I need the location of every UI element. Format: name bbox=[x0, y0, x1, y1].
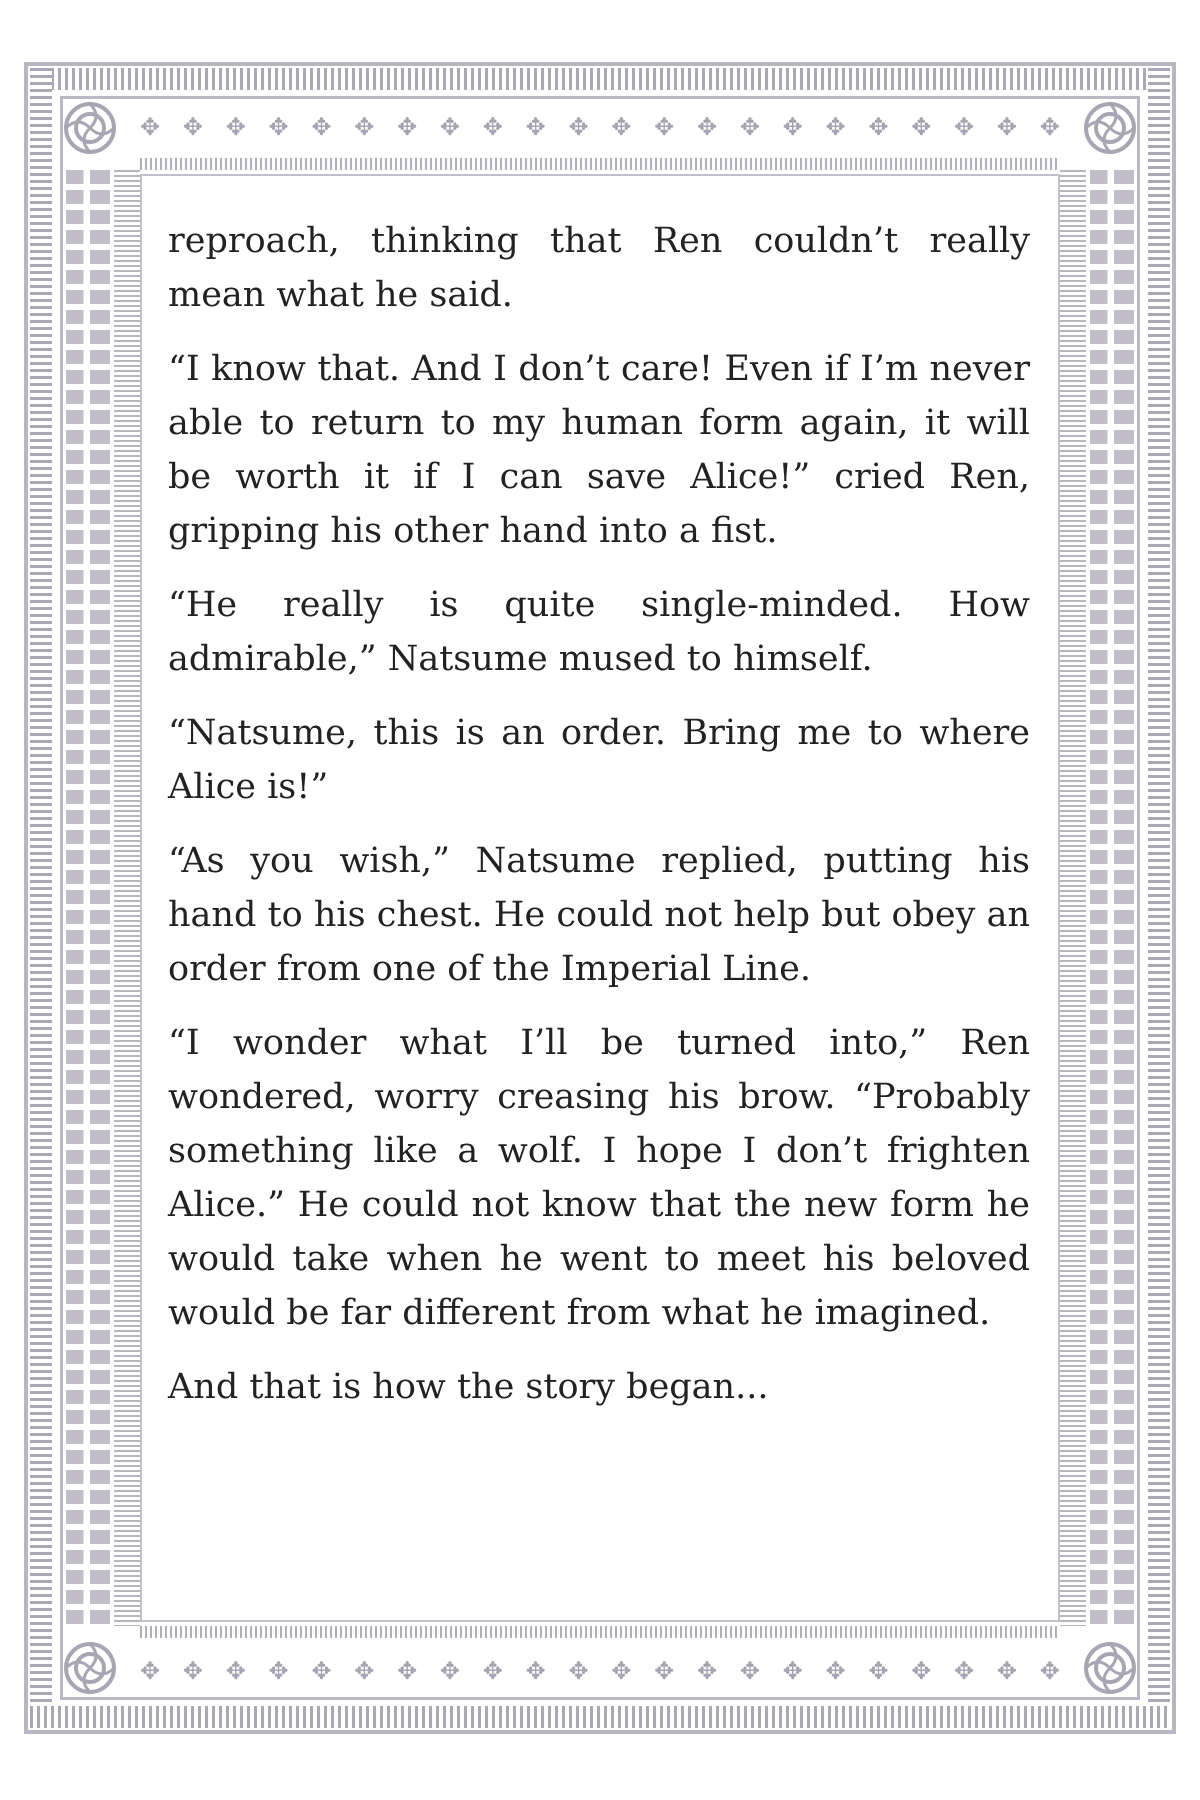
flower-icon: ✥ bbox=[954, 1657, 975, 1685]
flower-icon: ✥ bbox=[182, 113, 203, 141]
flower-icon: ✥ bbox=[397, 113, 418, 141]
swirl-rosette-icon bbox=[1082, 100, 1138, 156]
flower-icon: ✥ bbox=[739, 113, 760, 141]
left-chevron-ornament bbox=[66, 170, 110, 1626]
flower-icon: ✥ bbox=[911, 113, 932, 141]
flower-icon: ✥ bbox=[525, 1657, 546, 1685]
bottom-hatch-band bbox=[140, 1626, 1060, 1638]
flower-icon: ✥ bbox=[696, 113, 718, 141]
flower-icon: ✥ bbox=[782, 1657, 803, 1685]
bottom-comb-border bbox=[30, 1706, 1170, 1728]
paragraph: “As you wish,” Natsume replied, putting his hand to his chest. He could not help but obey an order from one of the Imperial Line. bbox=[168, 841, 1030, 989]
flower-icon: ✥ bbox=[739, 1657, 760, 1685]
flower-icon: ✥ bbox=[268, 113, 289, 141]
flower-icon: ✥ bbox=[482, 113, 503, 141]
flower-icon: ✥ bbox=[482, 1657, 503, 1685]
paragraph: “I know that. And I don’t care! Even if I’m never able to return to my human form again, it will be worth it if I can save Alice!” cried Ren, gripping his other hand into a fist. bbox=[168, 349, 1030, 551]
flower-icon: ✥ bbox=[140, 113, 161, 141]
flower-icon: ✥ bbox=[568, 1657, 589, 1685]
flower-icon: ✥ bbox=[954, 113, 975, 141]
paragraph: “He really is quite single-minded. How admirable,” Natsume mused to himself. bbox=[168, 585, 1030, 679]
flower-icon: ✥ bbox=[696, 1657, 718, 1685]
paragraph: “I wonder what I’ll be turned into,” Ren wondered, worry creasing his brow. “Probably something like a wolf. I hope I don’t frighten Alice.” He could not know that the new form he would take when he went to meet his beloved would be far different from what he imagined. bbox=[168, 1023, 1030, 1333]
flower-icon: ✥ bbox=[611, 113, 632, 141]
flower-icon: ✥ bbox=[525, 113, 546, 141]
left-comb-border bbox=[30, 68, 52, 1706]
left-stripe-band bbox=[114, 170, 140, 1626]
flower-icon: ✥ bbox=[611, 1657, 632, 1685]
swirl-rosette-icon bbox=[62, 100, 118, 156]
flower-icon: ✥ bbox=[825, 113, 846, 141]
flower-icon: ✥ bbox=[354, 1657, 375, 1685]
flower-icon: ✥ bbox=[439, 1657, 461, 1685]
flower-icon: ✥ bbox=[782, 113, 803, 141]
flower-icon: ✥ bbox=[996, 113, 1017, 141]
flower-icon: ✥ bbox=[225, 113, 246, 141]
flower-icon: ✥ bbox=[182, 1657, 203, 1685]
top-hatch-band bbox=[140, 158, 1060, 170]
flower-icon: ✥ bbox=[825, 1657, 846, 1685]
right-chevron-ornament bbox=[1090, 170, 1134, 1626]
swirl-rosette-icon bbox=[62, 1640, 118, 1696]
flower-icon: ✥ bbox=[568, 113, 589, 141]
flower-icon: ✥ bbox=[1039, 113, 1060, 141]
top-flower-ornament-row bbox=[140, 108, 1060, 146]
flower-icon: ✥ bbox=[996, 1657, 1017, 1685]
bottom-flower-ornament-row bbox=[140, 1652, 1060, 1690]
flower-icon: ✥ bbox=[140, 1657, 161, 1685]
flower-icon: ✥ bbox=[654, 113, 675, 141]
swirl-rosette-icon bbox=[1082, 1640, 1138, 1696]
right-stripe-band bbox=[1060, 170, 1086, 1626]
paragraph: And that is how the story began... bbox=[168, 1367, 769, 1407]
top-comb-border bbox=[30, 68, 1170, 90]
flower-icon: ✥ bbox=[225, 1657, 246, 1685]
flower-icon: ✥ bbox=[268, 1657, 289, 1685]
flower-icon: ✥ bbox=[1039, 1657, 1060, 1685]
flower-icon: ✥ bbox=[868, 1657, 889, 1685]
flower-icon: ✥ bbox=[397, 1657, 418, 1685]
paragraph: “Natsume, this is an order. Bring me to where Alice is!” bbox=[168, 713, 1030, 807]
right-comb-border bbox=[1148, 68, 1170, 1706]
story-text bbox=[168, 214, 1030, 1434]
flower-icon: ✥ bbox=[311, 1657, 332, 1685]
flower-icon: ✥ bbox=[439, 113, 461, 141]
flower-icon: ✥ bbox=[354, 113, 375, 141]
flower-icon: ✥ bbox=[654, 1657, 675, 1685]
flower-icon: ✥ bbox=[311, 113, 332, 141]
paragraph: reproach, thinking that Ren couldn’t really mean what he said. bbox=[168, 221, 1030, 315]
flower-icon: ✥ bbox=[868, 113, 889, 141]
flower-icon: ✥ bbox=[911, 1657, 932, 1685]
